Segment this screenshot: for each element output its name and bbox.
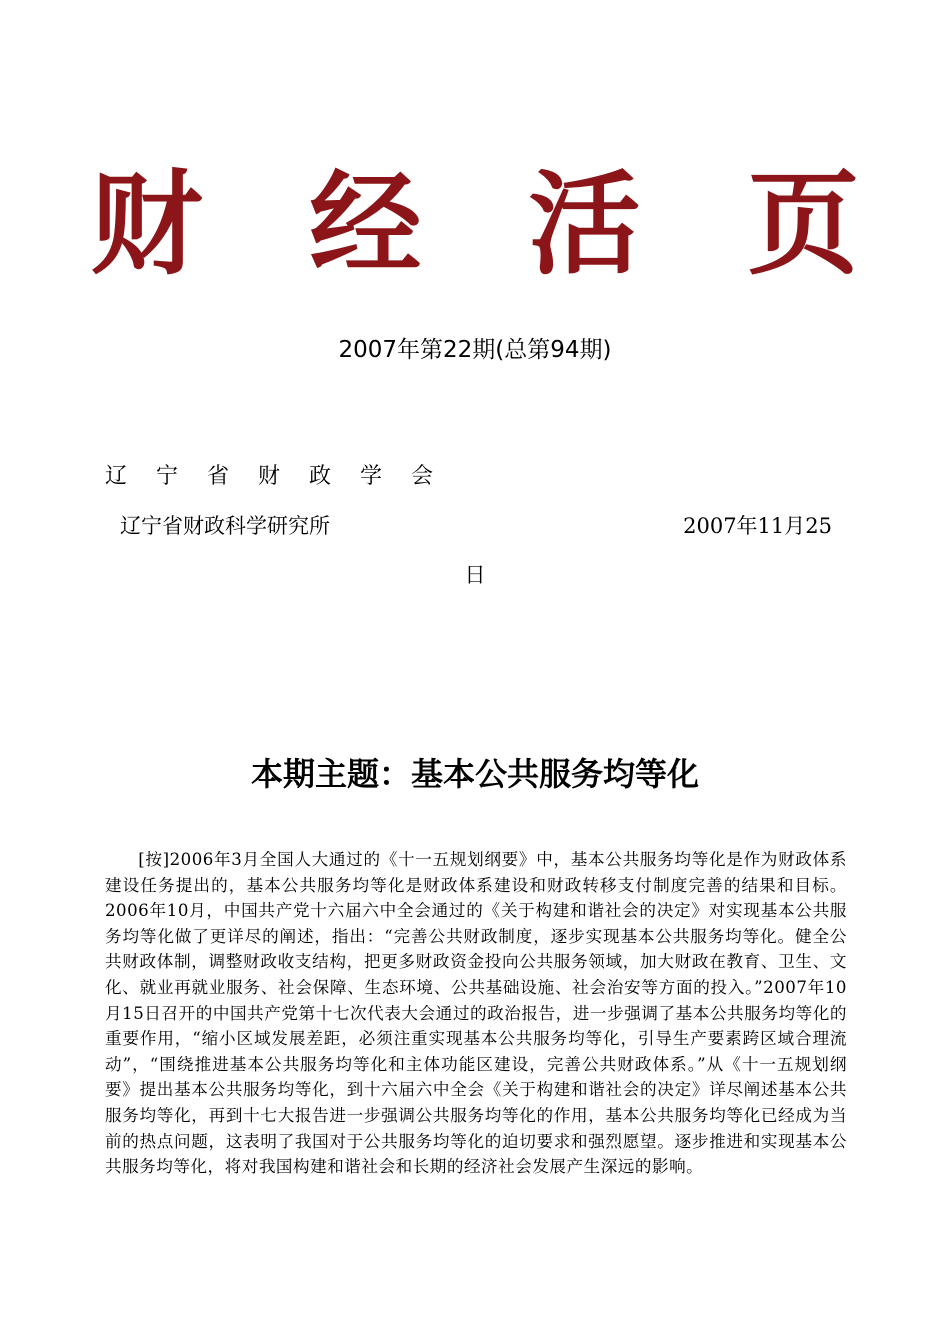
publish-date: 2007年11月25 (683, 514, 832, 538)
masthead-title: 财 经 活 页 (90, 159, 894, 290)
publisher-society: 辽 宁 省 财 政 学 会 (105, 464, 444, 489)
publisher-institute: 辽宁省财政科学研究所 (120, 514, 330, 538)
publish-date-day-suffix: 日 (464, 563, 486, 587)
issue-number: 2007年第22期(总第94期) (338, 337, 612, 363)
issue-theme-heading: 本期主题：基本公共服务均等化 (250, 755, 699, 793)
editor-note-paragraph: [按]2006年3月全国人大通过的《十一五规划纲要》中，基本公共服务均等化是作为财政体系建设任务提出的，基本公共服务均等化是财政体系建设和财政转移支付制度完善的结果和目标。2006年10月，中国共产党十六届六中全会通过的《关于构建和谐社会的决定》对实现基本公共服务均等化做了更详尽的阐述，指出：“完善公共财政制度，逐步实现基本公共服务均等化。健全公共财政体制，调整财政收支结构，把更多财政资金投向公共服务领域，加大财政在教育、卫生、文化、就业再就业服务、社会保障、生态环境、公共基础设施、社会治安等方面的投入。”2007年10月15日召开的中国共产党第十七次代表大会通过的政治报告，进一步强调了基本公共服务均等化的重要作用，“缩小区域发展差距，必须注重实现基本公共服务均等化，引导生产要素跨区域合理流动”，“围绕推进基本公共服务均等化和主体功能区建设，完善公共财政体系。”从《十一五规划纲要》提出基本公共服务均等化，到十六届六中全会《关于构建和谐社会的决定》详尽阐述基本公共服务均等化，再到十七大报告进一步强调公共服务均等化的作用，基本公共服务均等化已经成为当前的热点问题，这表明了我国对于公共服务均等化的迫切要求和强烈愿望。逐步推进和实现基本公共服务均等化，将对我国构建和谐社会和长期的经济社会发展产生深远的影响。 (105, 850, 847, 1177)
